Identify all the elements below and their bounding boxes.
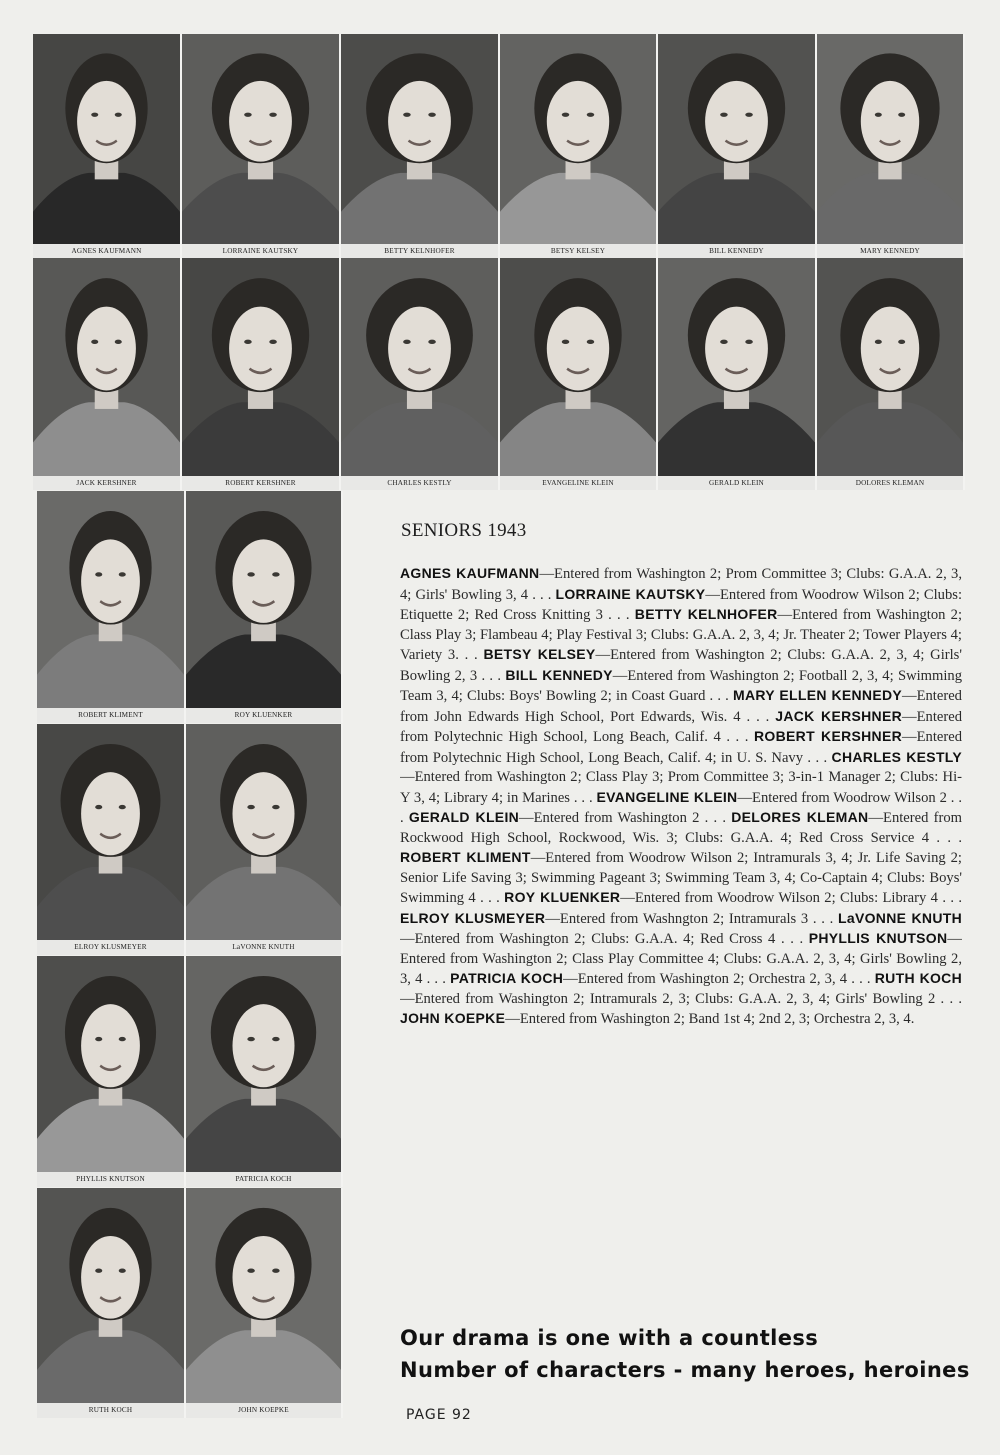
portrait-photo bbox=[658, 258, 815, 476]
portrait-photo bbox=[182, 258, 339, 476]
senior-portrait bbox=[186, 724, 343, 955]
portrait-caption: GERALD KLEIN bbox=[709, 479, 764, 487]
section-title: SENIORS 1943 bbox=[401, 520, 527, 541]
senior-activities: —Entered from Washington 2; Orchestra 2, 3, 4 . . . bbox=[563, 971, 875, 987]
portrait-caption: DOLORES KLEMAN bbox=[855, 479, 925, 487]
senior-portrait bbox=[186, 491, 343, 723]
motto-line-1: Our drama is one with a countless bbox=[400, 1326, 819, 1350]
portrait-photo bbox=[33, 258, 180, 476]
portrait-photo bbox=[37, 724, 184, 940]
senior-activities: —Entered from Woodrow Wilson 2; Clubs: Library 4 . . . bbox=[620, 890, 962, 906]
senior-activities: —Entered from Woodrow Wilson 2; Intramurals 3, 4; Jr. Life Saving 2; Senior Life Saving 3; Swimming Pageant 3; Swimming Team 3, 4; Co-Captain 4; Clubs: Boys' Swimming 4 . . . bbox=[400, 850, 962, 906]
senior-name: ROY KLUENKER bbox=[504, 889, 621, 905]
senior-portrait bbox=[33, 258, 182, 490]
portrait-caption: MARY KENNEDY bbox=[860, 247, 920, 255]
senior-portrait bbox=[500, 258, 658, 490]
portrait-photo bbox=[341, 258, 498, 476]
portrait-caption: PATRICIA KOCH bbox=[235, 1175, 292, 1183]
senior-activities: —Entered from Washington 2; Football 2, 3, 4; Swimming Team 3, 4; Clubs: Boys' Bowling 2; in Coast Guard . . . bbox=[400, 667, 962, 704]
senior-name: LORRAINE KAUTSKY bbox=[555, 585, 706, 602]
portrait-photo bbox=[817, 34, 963, 244]
motto-line-2: Number of characters - many heroes, heroines bbox=[400, 1358, 970, 1382]
senior-activities: —Entered from Woodrow Wilson 2; Clubs: Etiquette 2; Red Cross Knitting 3 . . . bbox=[400, 586, 962, 623]
senior-portrait bbox=[186, 956, 343, 1187]
portrait-photo bbox=[37, 1188, 184, 1403]
portrait-caption: LORRAINE KAUTSKY bbox=[222, 247, 299, 255]
senior-portrait bbox=[658, 34, 817, 258]
senior-name: PATRICIA KOCH bbox=[450, 970, 564, 986]
senior-name: BILL KENNEDY bbox=[505, 666, 613, 683]
senior-activities: —Entered from Rockwood High School, Rockwood, Wis. 3; Clubs: G.A.A. 4; Red Cross Service 4 . . . bbox=[400, 810, 962, 846]
senior-activities: —Entered from John Edwards High School, Port Edwards, Wis. 4 . . . bbox=[400, 688, 962, 725]
senior-activities: —Entered from Washington 2; Class Play 3; Flambeau 4; Play Festival 3; Clubs: G.A.A. 2, 3, 4; Jr. Theater 2; Tower Players 4; Variety 3. . . bbox=[400, 607, 962, 663]
portrait-caption: JOHN KOEPKE bbox=[238, 1406, 289, 1414]
senior-portrait bbox=[186, 1188, 343, 1418]
portrait-caption: BILL KENNEDY bbox=[709, 247, 764, 255]
senior-name: PHYLLIS KNUTSON bbox=[808, 930, 948, 946]
portrait-caption: ROBERT KLIMENT bbox=[78, 711, 143, 719]
senior-portrait bbox=[341, 258, 500, 490]
senior-portrait bbox=[37, 956, 186, 1187]
senior-portrait bbox=[182, 258, 341, 490]
portrait-caption: PHYLLIS KNUTSON bbox=[76, 1175, 145, 1183]
portrait-photo bbox=[33, 34, 180, 244]
senior-activities: —Entered from Washington 2; Band 1st 4; 2nd 2, 3; Orchestra 2, 3, 4. bbox=[505, 1011, 915, 1027]
portrait-photo bbox=[817, 258, 963, 476]
senior-activities: —Entered from Washington 2; Prom Committee 3; Clubs: G.A.A. 2, 3, 4; Girls' Bowling 3, 4 . . . bbox=[400, 566, 962, 603]
senior-name: GERALD KLEIN bbox=[408, 809, 520, 825]
portrait-caption: BETSY KELSEY bbox=[550, 247, 606, 255]
senior-activities: —Entered from Washington 2; Class Play Committee 4; Clubs: G.A.A. 2, 3, 4; Girls' Bowling 2, 3, 4 . . . bbox=[400, 931, 962, 987]
portrait-caption: ROY KLUENKER bbox=[234, 711, 293, 719]
portrait-caption: JACK KERSHNER bbox=[76, 479, 137, 487]
senior-portrait bbox=[817, 258, 965, 490]
senior-name: ELROY KLUSMEYER bbox=[400, 909, 546, 926]
senior-name: JOHN KOEPKE bbox=[400, 1010, 506, 1026]
senior-portrait bbox=[500, 34, 658, 258]
senior-name: AGNES KAUFMANN bbox=[400, 565, 540, 581]
senior-activities: —Entered from Polytechnic High School, Long Beach, Calif. 4; in U. S. Navy . . . bbox=[400, 729, 962, 766]
senior-portrait bbox=[37, 491, 186, 723]
senior-activities: —Entered from Washngton 2; Intramurals 3 . . . bbox=[545, 910, 839, 927]
portrait-photo bbox=[186, 956, 341, 1172]
portrait-photo bbox=[182, 34, 339, 244]
portrait-caption: RUTH KOCH bbox=[88, 1406, 133, 1414]
portrait-photo bbox=[37, 956, 184, 1172]
senior-activities: —Entered from Washington 2; Clubs: G.A.A. 4; Red Cross 4 . . . bbox=[400, 931, 809, 947]
senior-name: RUTH KOCH bbox=[874, 970, 962, 986]
portrait-photo bbox=[186, 724, 341, 940]
portrait-photo bbox=[37, 491, 184, 708]
portrait-caption: CHARLES KESTLY bbox=[387, 479, 452, 487]
portrait-caption: LaVONNE KNUTH bbox=[232, 943, 295, 951]
senior-portrait bbox=[37, 724, 186, 955]
portrait-caption: ELROY KLUSMEYER bbox=[74, 943, 147, 951]
portrait-photo bbox=[500, 34, 656, 244]
senior-name: CHARLES KESTLY bbox=[831, 748, 962, 765]
portrait-photo bbox=[186, 491, 341, 708]
senior-name: EVANGELINE KLEIN bbox=[596, 788, 738, 805]
senior-activities: —Entered from Washington 2; Clubs: G.A.A. 2, 3, 4; Girls' Bowling 2, 3 . . . bbox=[400, 647, 962, 684]
portrait-photo bbox=[500, 258, 656, 476]
portrait-photo bbox=[341, 34, 498, 244]
senior-portrait bbox=[37, 1188, 186, 1418]
senior-activities: —Entered from Washington 2; Class Play 3; Prom Committee 3; 3-in-1 Manager 2; Clubs: Hi-Y 3, 4; Library 4; in Marines . . . bbox=[400, 769, 962, 806]
senior-activities: —Entered from Polytechnic High School, Long Beach, Calif. 4 . . . bbox=[400, 708, 962, 745]
senior-biographies bbox=[400, 564, 962, 1139]
senior-portrait bbox=[33, 34, 182, 258]
senior-name: ROBERT KERSHNER bbox=[754, 728, 903, 744]
senior-name: LaVONNE KNUTH bbox=[838, 909, 962, 926]
portrait-caption: ROBERT KERSHNER bbox=[225, 479, 296, 487]
senior-activities: —Entered from Washington 2; Intramurals 2, 3; Clubs: G.A.A. 2, 3, 4; Girls' Bowling 2 . . . bbox=[400, 990, 962, 1007]
portrait-caption: AGNES KAUFMANN bbox=[71, 247, 142, 255]
senior-name: BETTY KELNHOFER bbox=[634, 606, 778, 622]
portrait-caption: BETTY KELNHOFER bbox=[384, 247, 455, 255]
senior-portrait bbox=[182, 34, 341, 258]
senior-activities: —Entered from Washington 2 . . . bbox=[519, 810, 732, 826]
portrait-photo bbox=[186, 1188, 341, 1403]
senior-name: DELORES KLEMAN bbox=[731, 809, 869, 825]
senior-portrait bbox=[341, 34, 500, 258]
senior-activities: —Entered from Woodrow Wilson 2 . . . bbox=[400, 789, 962, 826]
portrait-caption: EVANGELINE KLEIN bbox=[542, 479, 614, 487]
senior-name: MARY ELLEN KENNEDY bbox=[733, 687, 902, 703]
senior-name: ROBERT KLIMENT bbox=[400, 849, 531, 865]
senior-portrait bbox=[658, 258, 817, 490]
senior-portrait bbox=[817, 34, 965, 258]
senior-name: BETSY KELSEY bbox=[483, 646, 596, 662]
portrait-photo bbox=[658, 34, 815, 244]
page-number: PAGE 92 bbox=[406, 1407, 472, 1423]
senior-name: JACK KERSHNER bbox=[775, 707, 903, 724]
